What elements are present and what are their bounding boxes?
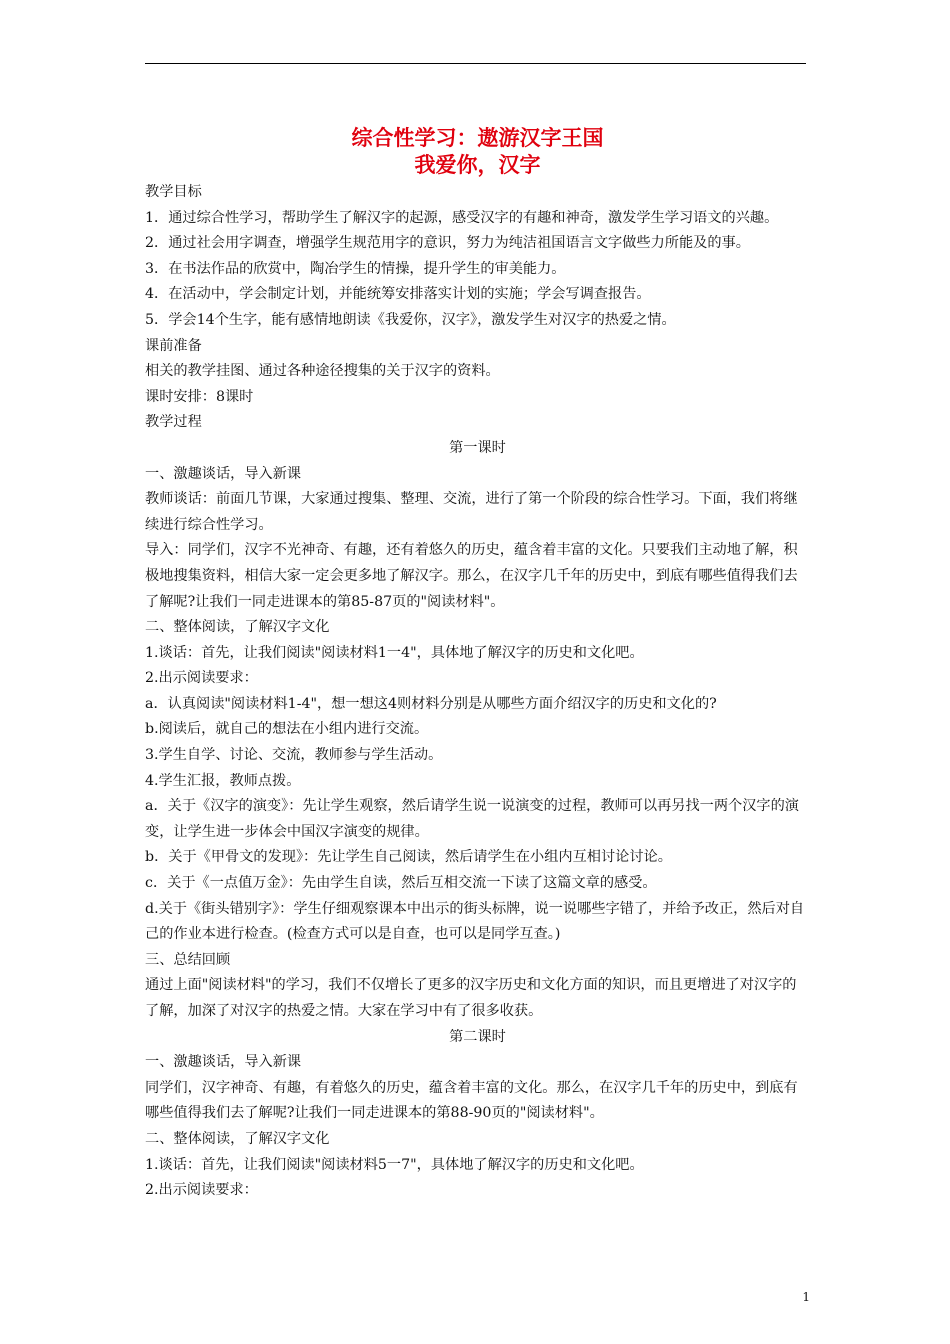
document-content	[145, 124, 810, 1204]
paragraph: 4.学生汇报，教师点拨。	[145, 772, 301, 789]
paragraph: 2.出示阅读要求：	[145, 670, 258, 687]
section-heading-process: 教学过程	[145, 414, 202, 431]
paragraph: 导入：同学们，汉字不光神奇、有趣，还有着悠久的历史，蕴含着丰富的文化。只要我们主动地了解，积极地搜集资料，相信大家一定会更多地了解汉字。那么，在汉字几千年的历史中，到底有哪些值得我们去了解呢?让我们一同走进课本的第85-87页的"阅读材料"。	[145, 542, 798, 610]
section-heading-preparation: 课前准备	[145, 337, 202, 354]
lesson-heading-first: 第一课时	[449, 439, 506, 456]
paragraph: 4．在活动中，学会制定计划，并能统筹安排落实计划的实施；学会写调查报告。	[145, 286, 651, 303]
paragraph: 通过上面"阅读材料"的学习，我们不仅增长了更多的汉字历史和文化方面的知识，而且更增进了对汉字的了解，加深了对汉字的热爱之情。大家在学习中有了很多收获。	[145, 977, 797, 1019]
paragraph: 3．在书法作品的欣赏中，陶冶学生的情操，提升学生的审美能力。	[145, 260, 566, 277]
paragraph: a．关于《汉字的演变》：先让学生观察，然后请学生说一说演变的过程，教师可以再另找一两个汉字的演变，让学生进一步体会中国汉字演变的规律。	[145, 798, 799, 840]
paragraph: 2.出示阅读要求：	[145, 1182, 258, 1199]
paragraph: c．关于《一点值万金》：先由学生自读，然后互相交流一下读了这篇文章的感受。	[145, 875, 657, 892]
document-body	[145, 180, 810, 1204]
paragraph: 一、激趣谈话，导入新课	[145, 1054, 302, 1071]
paragraph: 课时安排：8课时	[145, 388, 254, 405]
paragraph: 三、总结回顾	[145, 951, 231, 968]
section-heading-objectives: 教学目标	[145, 184, 202, 200]
document-title: 综合性学习：遨游汉字王国	[351, 125, 604, 150]
paragraph: b．关于《甲骨文的发现》：先让学生自己阅读，然后请学生在小组内互相讨论讨论。	[145, 849, 672, 866]
paragraph: 1.谈话：首先，让我们阅读"阅读材料5一7"，具体地了解汉字的历史和文化吧。	[145, 1156, 644, 1173]
paragraph: 二、整体阅读，了解汉字文化	[145, 619, 330, 636]
paragraph: d.关于《街头错别字》：学生仔细观察课本中出示的街头标牌，说一说哪些字错了，并给予改正，然后对自己的作业本进行检查。(检查方式可以是自查，也可以是同学互查。)	[145, 900, 805, 943]
paragraph: 一、激趣谈话，导入新课	[145, 465, 302, 482]
header-rule	[145, 63, 806, 64]
paragraph: 同学们，汉字神奇、有趣，有着悠久的历史，蕴含着丰富的文化。那么，在汉字几千年的历史中，到底有哪些值得我们去了解呢?让我们一同走进课本的第88-90页的"阅读材料"。	[145, 1079, 798, 1122]
paragraph: 1．通过综合性学习，帮助学生了解汉字的起源，感受汉字的有趣和神奇，激发学生学习语文的兴趣。	[145, 209, 779, 226]
paragraph: 3.学生自学、讨论、交流，教师参与学生活动。	[145, 747, 443, 764]
paragraph: 二、整体阅读，了解汉字文化	[145, 1130, 330, 1147]
paragraph: 5．学会14个生字，能有感情地朗读《我爱你，汉字》，激发学生对汉字的热爱之情。	[145, 311, 676, 328]
paragraph: 教师谈话：前面几节课，大家通过搜集、整理、交流，进行了第一个阶段的综合性学习。下面，我们将继续进行综合性学习。	[145, 491, 798, 533]
page-number: 1	[802, 1290, 810, 1304]
paragraph: 2．通过社会用字调查，增强学生规范用字的意识，努力为纯洁祖国语言文字做些力所能及的事。	[145, 235, 750, 252]
paragraph: b.阅读后，就自己的想法在小组内进行交流。	[145, 721, 429, 738]
paragraph: 相关的教学挂图、通过各种途径搜集的关于汉字的资料。	[145, 363, 500, 380]
document-subtitle: 我爱你，汉字	[414, 152, 541, 177]
lesson-heading-second: 第二课时	[449, 1028, 506, 1045]
paragraph: 1.谈话：首先，让我们阅读"阅读材料1一4"，具体地了解汉字的历史和文化吧。	[145, 644, 644, 661]
paragraph: a．认真阅读"阅读材料1-4"，想一想这4则材料分别是从哪些方面介绍汉字的历史和文化的?	[145, 695, 717, 712]
